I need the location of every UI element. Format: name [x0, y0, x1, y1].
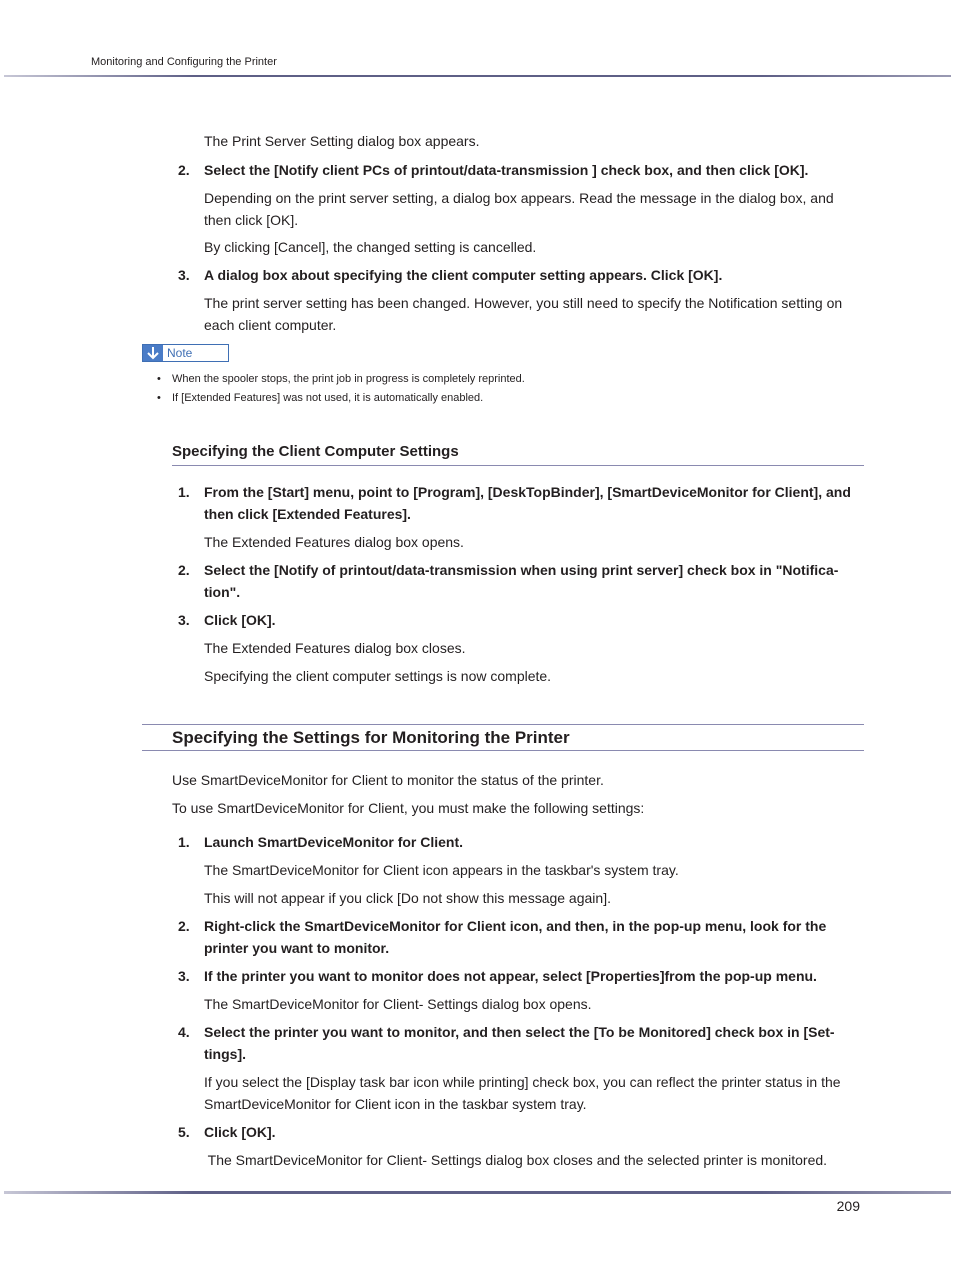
bullet-text: If [Extended Features] was not used, it is automatically enabled. [172, 392, 484, 404]
step-text: Select the printer you want to monitor, and then select the [To be Monitored] check box in [Set-tings]. [204, 1024, 835, 1062]
page-number: 209 [836, 1198, 860, 1214]
paragraph: The SmartDeviceMonitor for Client icon appears in the taskbar's system tray. [204, 862, 679, 878]
step-number: 1. [178, 834, 190, 850]
step-number: 3. [178, 612, 190, 628]
step-number: 2. [178, 918, 190, 934]
step-text: Select the [Notify client PCs of printout/data-transmission ] check box, and then click [OK]. [204, 162, 809, 178]
step-number: 1. [178, 484, 190, 500]
step-text: Right-click the SmartDeviceMonitor for Client icon, and then, in the pop-up menu, look for the printer you want to monitor. [204, 918, 827, 956]
step-text: Click [OK]. [204, 612, 276, 628]
step-text: From the [Start] menu, point to [Program], [DeskTopBinder], [SmartDeviceMonitor for Client], and then click [Extended Features]. [204, 484, 851, 522]
heading-rule-bottom [142, 750, 864, 751]
section-heading: Specifying the Settings for Monitoring the Printer [172, 728, 570, 747]
step-text: Click [OK]. [204, 1124, 276, 1140]
note-label: Note [167, 346, 193, 360]
running-header: Monitoring and Configuring the Printer [91, 56, 277, 68]
paragraph: Specifying the client computer settings is now complete. [204, 668, 552, 684]
paragraph: The Extended Features dialog box closes. [204, 640, 466, 656]
step-number: 5. [178, 1124, 190, 1140]
bullet-text: When the spooler stops, the print job in progress is completely reprinted. [172, 373, 525, 385]
footer-rule [4, 1191, 951, 1194]
bullet-dot: • [157, 373, 161, 385]
header-rule [4, 75, 951, 77]
paragraph: To use SmartDeviceMonitor for Client, you must make the following settings: [172, 800, 645, 816]
heading-rule-top [142, 724, 864, 725]
paragraph: If you select the [Display task bar icon while printing] check box, you can reflect the printer status in the SmartDeviceMonitor for Client icon in the taskbar system tray. [204, 1074, 841, 1112]
step-number: 2. [178, 162, 190, 178]
paragraph: Use SmartDeviceMonitor for Client to monitor the status of the printer. [172, 772, 604, 788]
paragraph: The SmartDeviceMonitor for Client- Settings dialog box opens. [204, 996, 592, 1012]
paragraph: Depending on the print server setting, a dialog box appears. Read the message in the dialog box, and then click [OK]. [204, 190, 834, 228]
paragraph: The Print Server Setting dialog box appears. [204, 133, 480, 149]
heading-rule [172, 465, 864, 466]
paragraph: The print server setting has been changed. However, you still need to specify the Notification setting on each client computer. [204, 295, 843, 333]
step-number: 2. [178, 562, 190, 578]
section-heading: Specifying the Client Computer Settings [172, 443, 459, 460]
step-number: 3. [178, 267, 190, 283]
paragraph: The SmartDeviceMonitor for Client- Settings dialog box closes and the selected printer is monitored. [204, 1152, 828, 1168]
step-text: Launch SmartDeviceMonitor for Client. [204, 834, 464, 850]
step-text: Select the [Notify of printout/data-transmission when using print server] check box in "Notifica-tion". [204, 562, 839, 600]
paragraph: By clicking [Cancel], the changed setting is cancelled. [204, 239, 537, 255]
down-arrow-icon [143, 345, 163, 361]
step-text: If the printer you want to monitor does not appear, select [Properties]from the pop-up menu. [204, 968, 817, 984]
paragraph: The Extended Features dialog box opens. [204, 534, 464, 550]
step-number: 4. [178, 1024, 190, 1040]
paragraph: This will not appear if you click [Do not show this message again]. [204, 890, 611, 906]
note-badge [142, 344, 229, 362]
bullet-dot: • [157, 392, 161, 404]
step-number: 3. [178, 968, 190, 984]
step-text: A dialog box about specifying the client computer setting appears. Click [OK]. [204, 267, 723, 283]
